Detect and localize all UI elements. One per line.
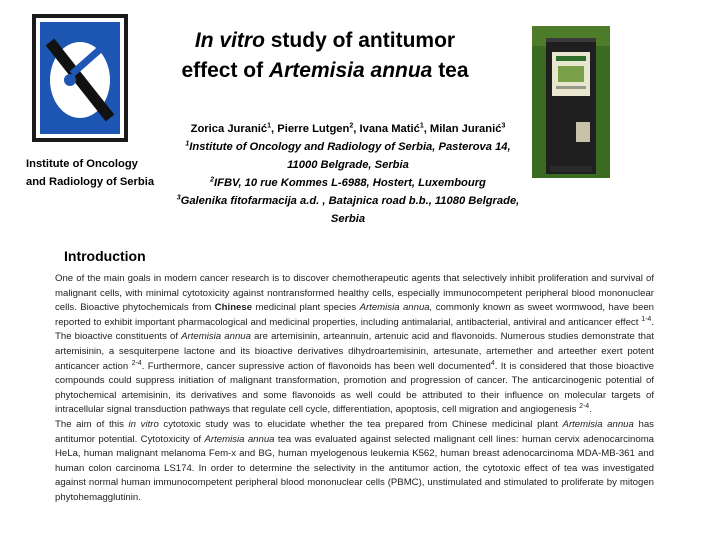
title-text-1: study of antitumor [264, 29, 456, 52]
author-block [170, 120, 526, 228]
author-list [170, 120, 526, 138]
tea-package-photo [532, 26, 610, 178]
affiliation-sup: 2 [210, 176, 214, 184]
author-sup: 2 [349, 122, 354, 130]
affiliation-text: Galenika fitofarmacija a.d. , Batajnica road b.b., 11080 Belgrade, Serbia [180, 195, 520, 225]
body-text: One of the main goals in modern cancer research is to discover chemotherapeutic agents that selectively inhibit proliferation and survival of malignant cells, with minimal cytotoxicity against nontransformed healthy cells, especially immunocompetent peripheral blood mononuclear cells. Bioactive phytochemicals from [55, 273, 654, 314]
author-sup: 1 [419, 122, 424, 130]
citation-sup: 4 [490, 359, 495, 367]
body-italic: Artemisia annua [181, 331, 251, 343]
title-text-3: tea [432, 59, 469, 82]
body-bold: Chinese [214, 302, 253, 314]
body-italic: Artemisia annua [204, 433, 275, 445]
citation-sup: 2-4 [579, 403, 590, 411]
author-sup: 1 [267, 122, 272, 130]
affiliation-1 [170, 138, 526, 174]
title-text-2: effect of [181, 59, 269, 82]
poster-title [150, 26, 500, 86]
title-line-2 [150, 56, 500, 86]
body-text: has antitumor potential. Cytotoxicity of [55, 418, 654, 445]
body-text: . [589, 404, 592, 416]
title-species: Artemisia annua [268, 59, 433, 82]
title-line-1 [150, 26, 500, 56]
body-italic: in vitro [128, 418, 159, 430]
institute-logo [32, 14, 128, 142]
body-text: . It is considered that those bioactive compounds could suppress initiation of malignant transformation, promotion and progression of cancer. The anticarcinogenic potential of phytochemical artemisinin, its derivatives and some flavonoids as well could be attributed to their influence on molecular targets of intracellular signal transduction pathways that regulate cell cycle, differentiation, apoptosis, cell migration and angiogenesis [55, 360, 655, 416]
introduction-paragraph-1 [55, 272, 654, 418]
body-text: are artemisinin, arteannuin, artenuic acid and flavonoids. Numerous studies demonstrate that artemisinin, a sesquiterpene lactone and its bioactive derivatives dihydroartemisinin, artesunate, artemether and arteether exert potent anticancer action [55, 331, 655, 372]
body-text: tea was evaluated against selected malignant cell lines: human cervix adenocarcinoma HeLa, human malignant melanoma Fem-x and BG, human myelogenous leukemia K562, human breast adenocarcinoma MDA-MB-361 and human colon carcinoma LS174. In order to determine the selectivity in the antitumor action, the cytotoxic effect of tea was investigated against normal human immunocompetent peripheral blood mononuclear cells (PBMC), unstimulated and stimulated to proliferate by mitogen phytohemagglutinin. [55, 433, 655, 503]
body-text: . Furthermore, cancer supressive action of flavonoids has been well documented [141, 360, 491, 372]
affiliation-sup: 1 [185, 140, 190, 148]
affiliation-2 [170, 174, 526, 192]
citation-sup: 2-4 [131, 359, 142, 367]
author-name: , Ivana Matić [353, 123, 420, 135]
body-text: cytotoxic study was to elucidate whether the tea prepared from Chinese medicinal plant [158, 418, 563, 430]
institute-name [26, 155, 176, 191]
author-sup: 3 [501, 122, 506, 130]
introduction-paragraph-2 [55, 418, 654, 506]
body-italic: Artemisia annua, [359, 302, 433, 314]
affiliation-text: IFBV, 10 rue Kommes L-6988, Hostert, Luxembourg [214, 177, 486, 189]
title-in-vitro: In vitro [194, 29, 265, 52]
body-text: The aim of this [55, 418, 129, 430]
institute-line-2: and Radiology of Serbia [26, 176, 155, 188]
introduction-heading: Introduction [64, 248, 146, 264]
author-name: , Milan Juranić [423, 123, 502, 135]
institute-line-1: Institute of Oncology [26, 158, 138, 170]
body-italic: Artemisia annua [562, 418, 634, 430]
citation-sup: 1-4 [641, 315, 652, 323]
affiliation-sup: 3 [176, 194, 181, 202]
introduction-body [55, 272, 654, 506]
body-text: medicinal plant species [252, 302, 360, 314]
affiliation-text: Institute of Oncology and Radiology of Serbia, Pasterova 14, 11000 Belgrade, Serbia [189, 141, 511, 171]
affiliation-3 [170, 192, 526, 228]
author-name: Zorica Juranić [190, 123, 268, 135]
author-name: , Pierre Lutgen [271, 123, 350, 135]
body-text: . The bioactive constituents of [55, 316, 654, 343]
body-text: commonly known as sweet wormwood, have been reported to exhibit important pharmacological and medicinal properties, including antimalarial, antibacterial, antiviral and anticancer effect [55, 302, 654, 328]
